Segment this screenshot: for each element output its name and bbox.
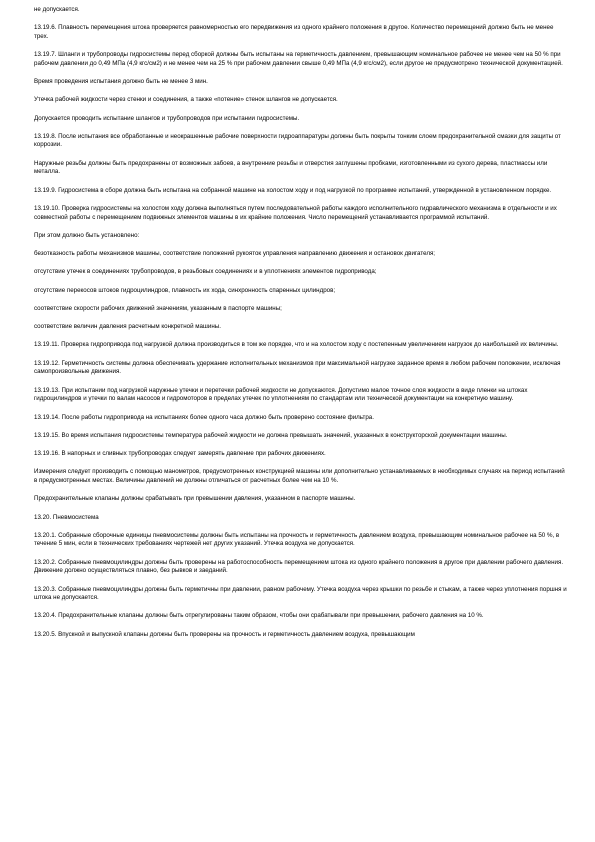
paragraph: 13.19.7. Шланги и трубопроводы гидросистемы перед сборкой должны быть испытаны на герметичность давлением, превышающим номинальное рабочее не менее чем на 50 % при рабочем давлении до 0,49 МПа (4,9 кгс/см2) и не менее чем на 25 % при рабочем давлении свыше 0,49 МПа (4,9 кгс/см2), если другое не предусмотрено технической документацией. [34, 51, 563, 67]
paragraph: 13.19.6. Плавность перемещения штока проверяется равномерностью его передвижения из одного крайнего положения в другое. Количество перемещений должно быть не менее трех. [34, 24, 554, 40]
list-item: отсутствие перекосов штоков гидроцилиндров, плавность их хода, синхронность спаренных цилиндров; [34, 286, 336, 294]
paragraph: 13.19.9. Гидросистема в сборе должна быть испытана на собранной машине на холостом ходу и под нагрузкой по программе испытаний, утвержденной в установленном порядке. [34, 186, 552, 194]
paragraph: 13.20.2. Собранные пневмоцилиндры должны быть проверены на работоспособность перемещением штока из одного крайнего положения в другое при давлении рабочего давления. Движение должно осуществляться плавно, без рывков и заеданий. [34, 558, 564, 575]
paragraph: 13.19.15. Во время испытания гидросистемы температура рабочей жидкости не должна превышать значений, указанных в конструкторской документации машины. [34, 431, 508, 439]
paragraph: При этом должно быть установлено: [34, 231, 140, 239]
paragraph: Наружные резьбы должны быть предохранены от возможных забоев, а внутренние резьбы и отверстия заглушены пробками, изготовленными из сухого дерева, пластмассы или металла. [34, 159, 548, 176]
paragraph: 13.19.12. Герметичность системы должна обеспечивать удержание исполнительных механизмов при максимальной нагрузке заданное время в любом рабочем положении, исключая самопроизвольные движения. [34, 359, 561, 376]
paragraph: 13.19.10. Проверка гидросистемы на холостом ходу должна выполняться путем последовательной работы каждого исполнительного гидравлического механизма в отдельности и их совместной работы с перемещением подвижных элементов машины в их крайние положения. Число перемещений устанавливается программой испытаний. [34, 204, 557, 221]
paragraph: 13.19.13. При испытании под нагрузкой наружные утечки и перетечки рабочей жидкости не допускаются. Допустимо малое точное слоя жидкости в виде пленки на штоках гидроцилиндров и утечки по валам насосов и гидромоторов в пределах утечек по уплотнениям по стандартам или технической документации на конкретную машину. [34, 386, 528, 403]
paragraph: не допускается. [34, 6, 80, 13]
list-item: отсутствие утечек в соединениях трубопроводов, в резьбовых соединениях и в уплотнениях элементов гидропривода; [34, 268, 377, 276]
paragraph: 13.19.11. Проверка гидропривода под нагрузкой должна производиться в том же порядке, что и на холостом ходу с постепенным увеличением нагрузок до наибольшей их величины. [34, 341, 559, 349]
paragraph: Допускается проводить испытание шлангов и трубопроводов при испытании гидросистемы. [34, 114, 300, 122]
paragraph: 13.20.1. Собранные сборочные единицы пневмосистемы должны быть испытаны на прочность и герметичность давлением воздуха, превышающим номинальное рабочее на 50 %, в течение 5 мин, если в технических требованиях чертежей нет других указаний. Утечка воздуха не допускается. [34, 531, 560, 548]
paragraph: 13.19.14. После работы гидропривода на испытаниях более одного часа должно быть проверено состояние фильтра. [34, 413, 374, 421]
paragraph: 13.19.16. В напорных и сливных трубопроводах следует замерять давление при рабочих движениях. [34, 450, 326, 458]
section-heading: 13.20. Пневмосистема [34, 513, 99, 521]
list-item: безотказность работы механизмов машины, соответствие положений рукояток управления направлению движения и остановок двигателя; [34, 250, 436, 258]
list-item: соответствие величин давления расчетным конкретной машины. [34, 323, 221, 331]
paragraph: 13.20.4. Предохранительные клапаны должны быть отрегулированы таким образом, чтобы они срабатывали при превышении, рабочего давления на 10 %. [34, 612, 484, 620]
paragraph: 13.20.3. Собранные пневмоцилиндры должны быть герметичны при давлении, равном рабочему. Утечка воздуха через крышки по резьбе и стыкам, а также через уплотнения поршня и штока не допускается. [34, 585, 567, 602]
paragraph: 13.19.8. После испытания все обработанные и неокрашенные рабочие поверхности гидроаппаратуры должны быть покрыты тонким слоем предохранительной смазки для защиты от коррозии. [34, 132, 561, 149]
list-item: соответствие скорости рабочих движений значениям, указанным в паспорте машины; [34, 304, 282, 312]
paragraph: 13.20.5. Впускной и выпускной клапаны должны быть проверены на прочность и герметичность давлением воздуха, превышающим [34, 630, 415, 638]
paragraph: Измерения следует производить с помощью манометров, предусмотренных конструкцией машины или дополнительно устанавливаемых в необходимых случаях на период испытаний в предусмотренных местах. Величины давлений не должны отличаться от расчетных более чем на 10 %. [34, 468, 565, 484]
paragraph: Время проведения испытания должно быть не менее 3 мин. [34, 78, 208, 86]
paragraph: Утечка рабочей жидкости через стенки и соединения, а также «потение» стенок шлангов не допускается. [34, 96, 338, 104]
paragraph: Предохранительные клапаны должны срабатывать при превышении давления, указанном в паспорте машины. [34, 495, 356, 503]
